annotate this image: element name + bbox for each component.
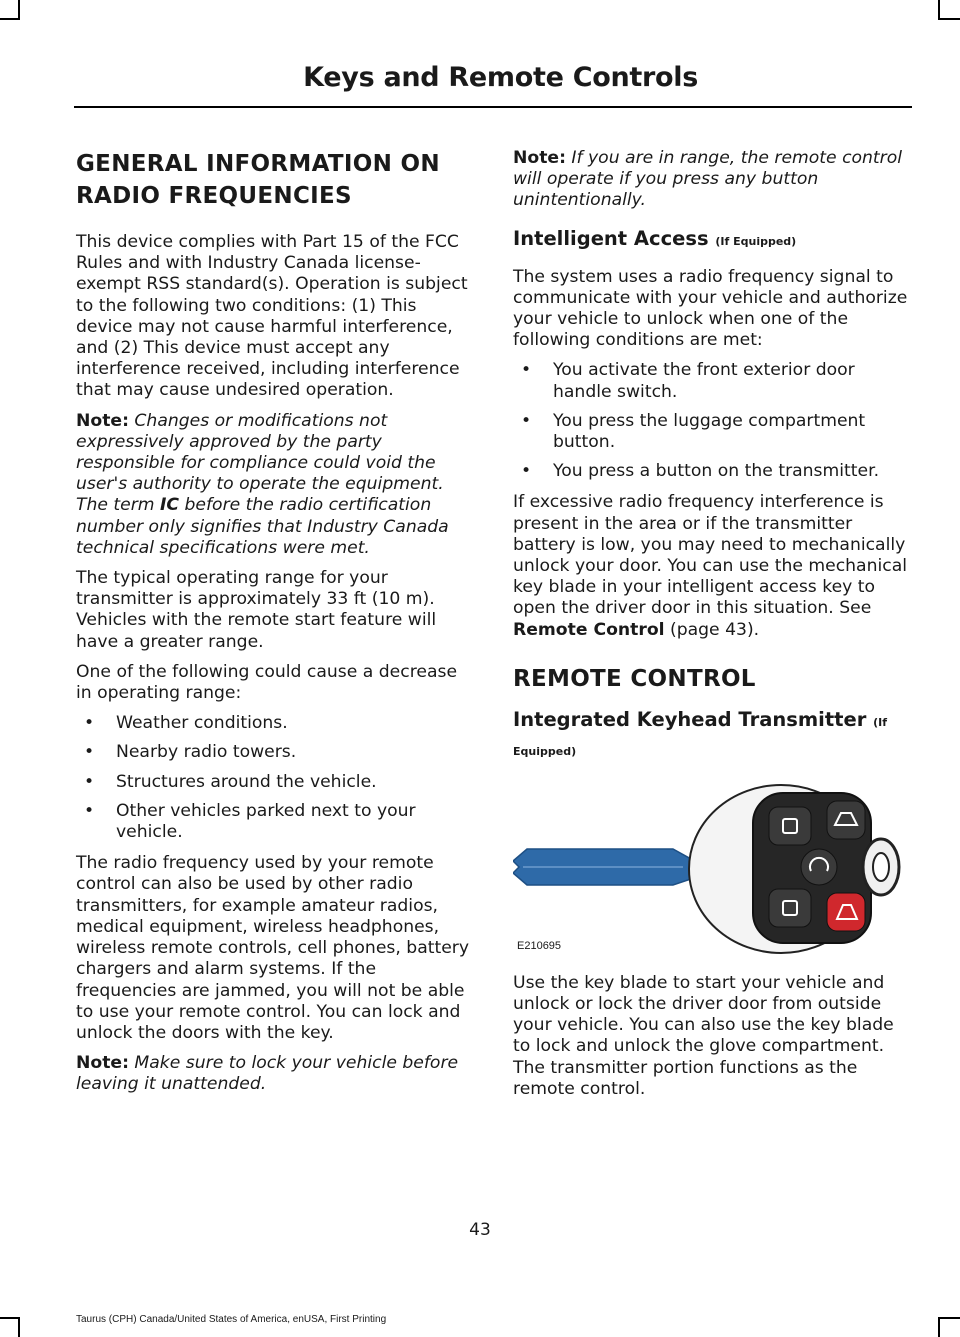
note-text: If you are in range, the remote control will operate if you press any button unintentionally.: [513, 148, 903, 211]
right-column: [513, 148, 911, 1109]
bullet-icon: •: [521, 461, 532, 482]
subheading-text: Integrated Keyhead Transmitter: [513, 707, 867, 731]
bullet-icon: •: [521, 410, 532, 431]
bullet-icon: •: [84, 800, 95, 821]
note-text: before the radio certification number only signifies that Industry Canada technical specifications were met.: [76, 495, 449, 558]
paragraph-intelligent-access: The system uses a radio frequency signal to communicate with your vehicle and authorize your vehicle to unlock when one of the following conditions are met:: [513, 266, 908, 351]
figure-id: E210695: [517, 939, 562, 952]
note-label: Note:: [513, 148, 566, 168]
keyhead-transmitter-figure: [513, 773, 911, 959]
crop-mark: [938, 0, 940, 20]
list-item-text: Other vehicles parked next to your vehicle.: [116, 800, 416, 843]
list-item: [76, 772, 474, 793]
crop-mark: [940, 18, 960, 20]
unlock-button: [769, 807, 811, 845]
note-ic-term: IC: [160, 495, 180, 516]
paragraph-text: If excessive radio frequency interference is present in the area or if the transmitter battery is low, you may need to mechanically unlock your door. You can use the mechanical key blade in your intelligent access key to open the driver door in this situation. See: [513, 492, 908, 619]
crop-mark: [0, 1317, 20, 1319]
paragraph-text: (page 43).: [669, 619, 760, 640]
list-item-text: You activate the front exterior door handle switch.: [553, 360, 855, 402]
crop-mark: [18, 1317, 20, 1337]
key-illustration: [513, 773, 911, 959]
trunk-button: [827, 801, 865, 839]
note-modifications: [76, 411, 474, 559]
subheading-intelligent-access: [513, 226, 911, 255]
subheading-text: Intelligent Access: [513, 226, 709, 250]
list-item: [76, 742, 474, 763]
left-column: [76, 148, 474, 1105]
note-range: [513, 148, 911, 212]
paragraph-compliance: This device complies with Part 15 of the FCC Rules and with Industry Canada license-exempt RSS standard(s). Operation is subject to the following two conditions: (1) This device may not cause harmful interference, and (2) This device must accept any interference received, including interference that may cause undesired operation.: [76, 232, 468, 401]
footer-edition: Taurus (CPH) Canada/United States of America, enUSA, First Printing: [76, 1314, 387, 1325]
subheading-qualifier: (If: [873, 715, 888, 729]
crop-mark: [938, 1317, 940, 1337]
header-divider: [74, 106, 912, 108]
section-heading-radio-frequencies: [76, 148, 474, 212]
crop-mark: [940, 1317, 960, 1319]
bullet-icon: •: [84, 713, 95, 734]
list-item: [513, 360, 911, 402]
subheading-qualifier: (If Equipped): [715, 234, 797, 248]
subheading-keyhead-transmitter: [513, 707, 911, 765]
range-factors-list: [76, 713, 474, 843]
list-item-text: You press a button on the transmitter.: [553, 461, 880, 482]
page-title: Keys and Remote Controls: [303, 62, 698, 93]
list-item: [513, 411, 911, 453]
note-label: Note:: [76, 1053, 129, 1074]
remote-start-button: [801, 849, 837, 885]
note-text: Make sure to lock your vehicle before leaving it unattended.: [76, 1053, 459, 1095]
list-item-text: Weather conditions.: [116, 713, 288, 734]
crop-mark: [0, 18, 20, 20]
lock-button: [769, 889, 811, 927]
cross-reference-link[interactable]: Remote Control: [513, 619, 665, 640]
paragraph-range: The typical operating range for your transmitter is approximately 33 ft (10 m). Vehicles with the remote start feature will have a greater range.: [76, 568, 437, 652]
heading-line: RADIO FREQUENCIES: [76, 183, 352, 209]
heading-line: GENERAL INFORMATION ON: [76, 151, 440, 177]
list-item-text: You press the luggage compartment button.: [553, 410, 866, 453]
bullet-icon: •: [521, 360, 532, 381]
list-item: [76, 713, 474, 734]
paragraph-shared-frequency: The radio frequency used by your remote control can also be used by other radio transmitters, for example amateur radios, medical equipment, wireless headphones, wireless remote controls, cell phones, battery chargers and alarm systems. If the frequencies are jammed, you will not be able to use your remote control. You can lock and unlock the doors with the key.: [76, 853, 470, 1043]
list-item: [76, 801, 474, 843]
paragraph-key-blade: Use the key blade to start your vehicle and unlock or lock the driver door from outside your vehicle. You can also use the key blade to lock and unlock the glove compartment. The transmitter portion functions as the remote control.: [513, 972, 894, 1099]
note-label: Note:: [76, 410, 129, 431]
subheading-qualifier: Equipped): [513, 744, 577, 758]
bullet-icon: •: [84, 771, 95, 792]
list-item-text: Structures around the vehicle.: [116, 771, 377, 792]
key-ring-hole: [873, 853, 889, 881]
paragraph-interference: [513, 492, 911, 640]
page-number: 43: [469, 1220, 491, 1240]
note-lock-vehicle: [76, 1053, 474, 1095]
unlock-conditions-list: [513, 360, 911, 482]
bullet-icon: •: [84, 742, 95, 763]
list-item-text: Nearby radio towers.: [116, 742, 297, 763]
note-text: Changes or modifications not expressively approved by the party responsible for compliance could void the user's authority to operate the equipment. The term: [76, 410, 444, 516]
list-item: [513, 461, 911, 482]
panic-button: [827, 893, 865, 931]
crop-mark: [18, 0, 20, 20]
section-heading-remote-control: REMOTE CONTROL: [513, 665, 756, 692]
paragraph-decrease: One of the following could cause a decrease in operating range:: [76, 661, 458, 704]
